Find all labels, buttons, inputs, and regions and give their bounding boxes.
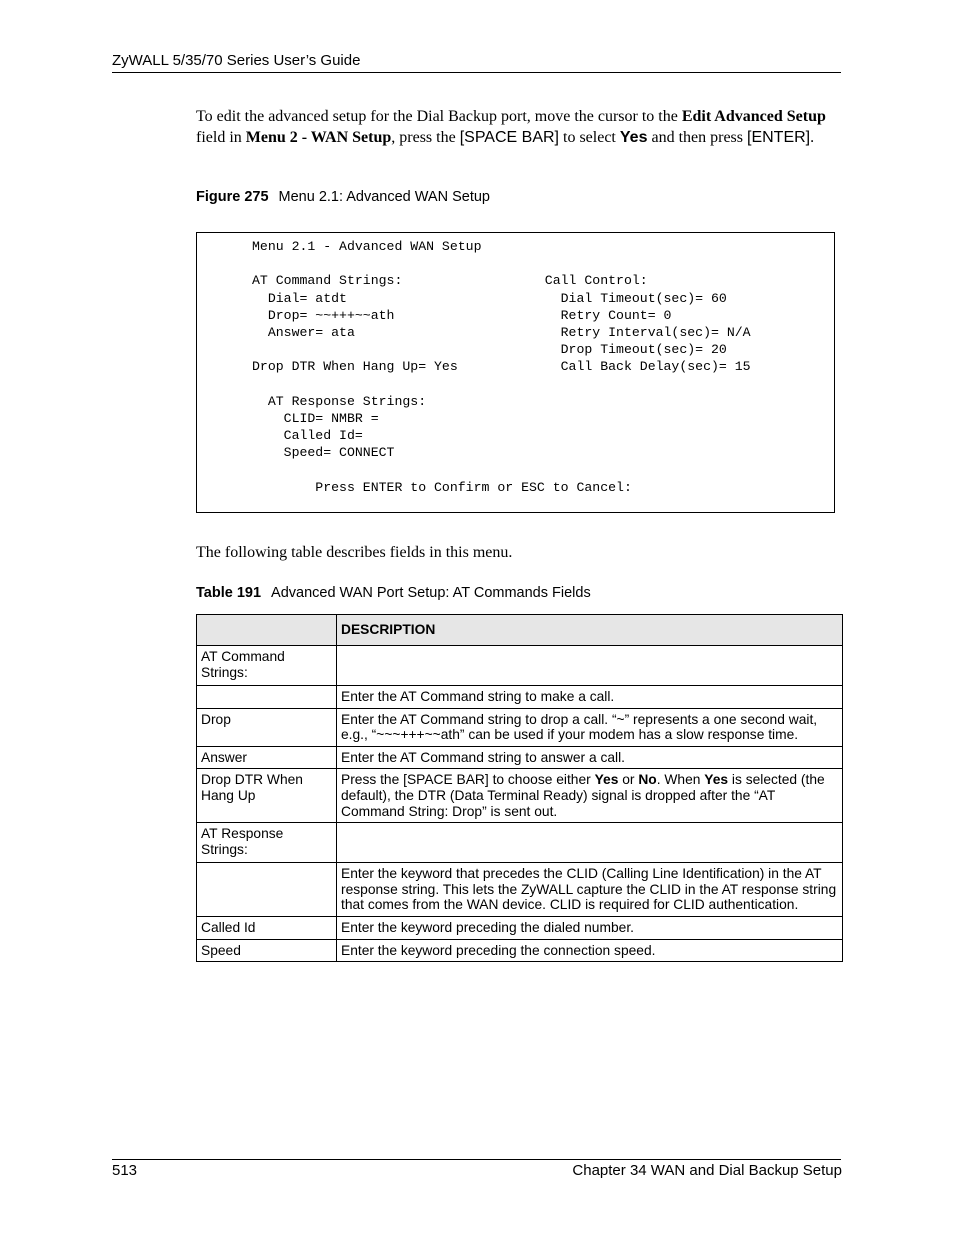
table-row: [197, 686, 843, 709]
intro-text: field in: [196, 128, 246, 146]
intro-text: To edit the advanced setup for the Dial Backup port, move the cursor to the: [196, 108, 682, 125]
table-title: Advanced WAN Port Setup: AT Commands Fields: [271, 585, 591, 601]
figure-label: Figure 275: [196, 189, 269, 205]
intro-text: .: [810, 128, 815, 146]
field-description: Enter the keyword preceding the connection speed.: [337, 939, 843, 962]
menu-screen-figure: [196, 232, 835, 513]
desc-text: is selected (the default), the DTR (Data Terminal Ready) signal is dropped after the “AT Command String: Drop” is sent out.: [341, 772, 825, 819]
chapter-title: Chapter 34 WAN and Dial Backup Setup: [572, 1162, 842, 1179]
table-row: [197, 746, 843, 769]
field-description: Enter the keyword preceding the dialed number.: [337, 916, 843, 939]
header-divider: [112, 72, 841, 73]
desc-bold: No: [638, 772, 657, 788]
desc-text: . When: [656, 772, 705, 788]
figure-caption: [196, 189, 490, 205]
field-description: [337, 769, 843, 823]
field-description: Enter the keyword that precedes the CLID (Calling Line Identification) in the AT response string. This lets the ZyWALL capture the CLID in the AT response string that comes from the WAN device. CLID is required for CLID authentication.: [337, 863, 843, 917]
field-name: AT Command Strings:: [197, 646, 337, 686]
desc-text: or: [618, 772, 639, 788]
header-label: [197, 615, 337, 646]
intro-bold-menu: Menu 2 - WAN Setup: [245, 128, 392, 146]
intro-bold-yes: Yes: [619, 128, 648, 146]
field-description: Enter the AT Command string to answer a call.: [337, 746, 843, 769]
intro-bold-field: Edit Advanced Setup: [681, 108, 826, 125]
table-caption: [196, 585, 591, 601]
desc-bold: Yes: [594, 772, 619, 788]
intro-text: and then press: [647, 128, 747, 146]
table-header-row: [197, 615, 843, 646]
intro-key-enter: [ENTER]: [747, 128, 811, 146]
table-row: [197, 769, 843, 823]
field-description: Enter the AT Command string to make a call.: [337, 686, 843, 709]
table-row: [197, 646, 843, 686]
intro-paragraph: [196, 107, 836, 148]
table-row: [197, 916, 843, 939]
table-intro-text: The following table describes fields in this menu.: [196, 544, 513, 561]
field-name: [197, 863, 337, 917]
table-row: [197, 939, 843, 962]
header-description: DESCRIPTION: [337, 615, 843, 646]
field-description: [337, 646, 843, 686]
table-row: [197, 823, 843, 863]
field-name: Drop DTR When Hang Up: [197, 769, 337, 823]
field-description: Enter the AT Command string to drop a call. “~” represents a one second wait, e.g., “~~~+++~~ath” can be used if your modem has a slow response time.: [337, 708, 843, 746]
desc-bold: Yes: [704, 772, 729, 788]
table-label: Table 191: [196, 585, 262, 601]
field-description: [337, 823, 843, 863]
figure-title: Menu 2.1: Advanced WAN Setup: [278, 189, 490, 205]
field-name: Called Id: [197, 916, 337, 939]
field-name: Answer: [197, 746, 337, 769]
footer-divider: [112, 1159, 841, 1160]
menu-screen-text: Menu 2.1 - Advanced WAN Setup AT Command Strings: Call Control: Dial= atdt Dial Timeout(sec)= 60 Drop= ~~+++~~ath Retry Count= 0 Answer= ata Retry Interval(sec)= N/A Drop Timeout(sec)= 20 Drop DTR When Hang Up= Yes Call Back Delay(sec)= 15 AT Response Strings: CLID= NMBR = Called Id= Speed= CONNECT Press ENTER to Confirm or ESC to Cancel:: [252, 239, 751, 495]
intro-text: , press the: [391, 128, 460, 146]
fields-table: [196, 614, 843, 962]
field-name: AT Response Strings:: [197, 823, 337, 863]
running-header: ZyWALL 5/35/70 Series User’s Guide: [112, 52, 361, 69]
page-number: 513: [112, 1162, 138, 1179]
field-name: [197, 686, 337, 709]
table-row: [197, 863, 843, 917]
field-name: Drop: [197, 708, 337, 746]
intro-key-space: [SPACE BAR]: [459, 128, 559, 146]
field-name: Speed: [197, 939, 337, 962]
table-row: [197, 708, 843, 746]
intro-text: to select: [559, 128, 620, 146]
desc-text: Press the [SPACE BAR] to choose either: [341, 772, 595, 788]
